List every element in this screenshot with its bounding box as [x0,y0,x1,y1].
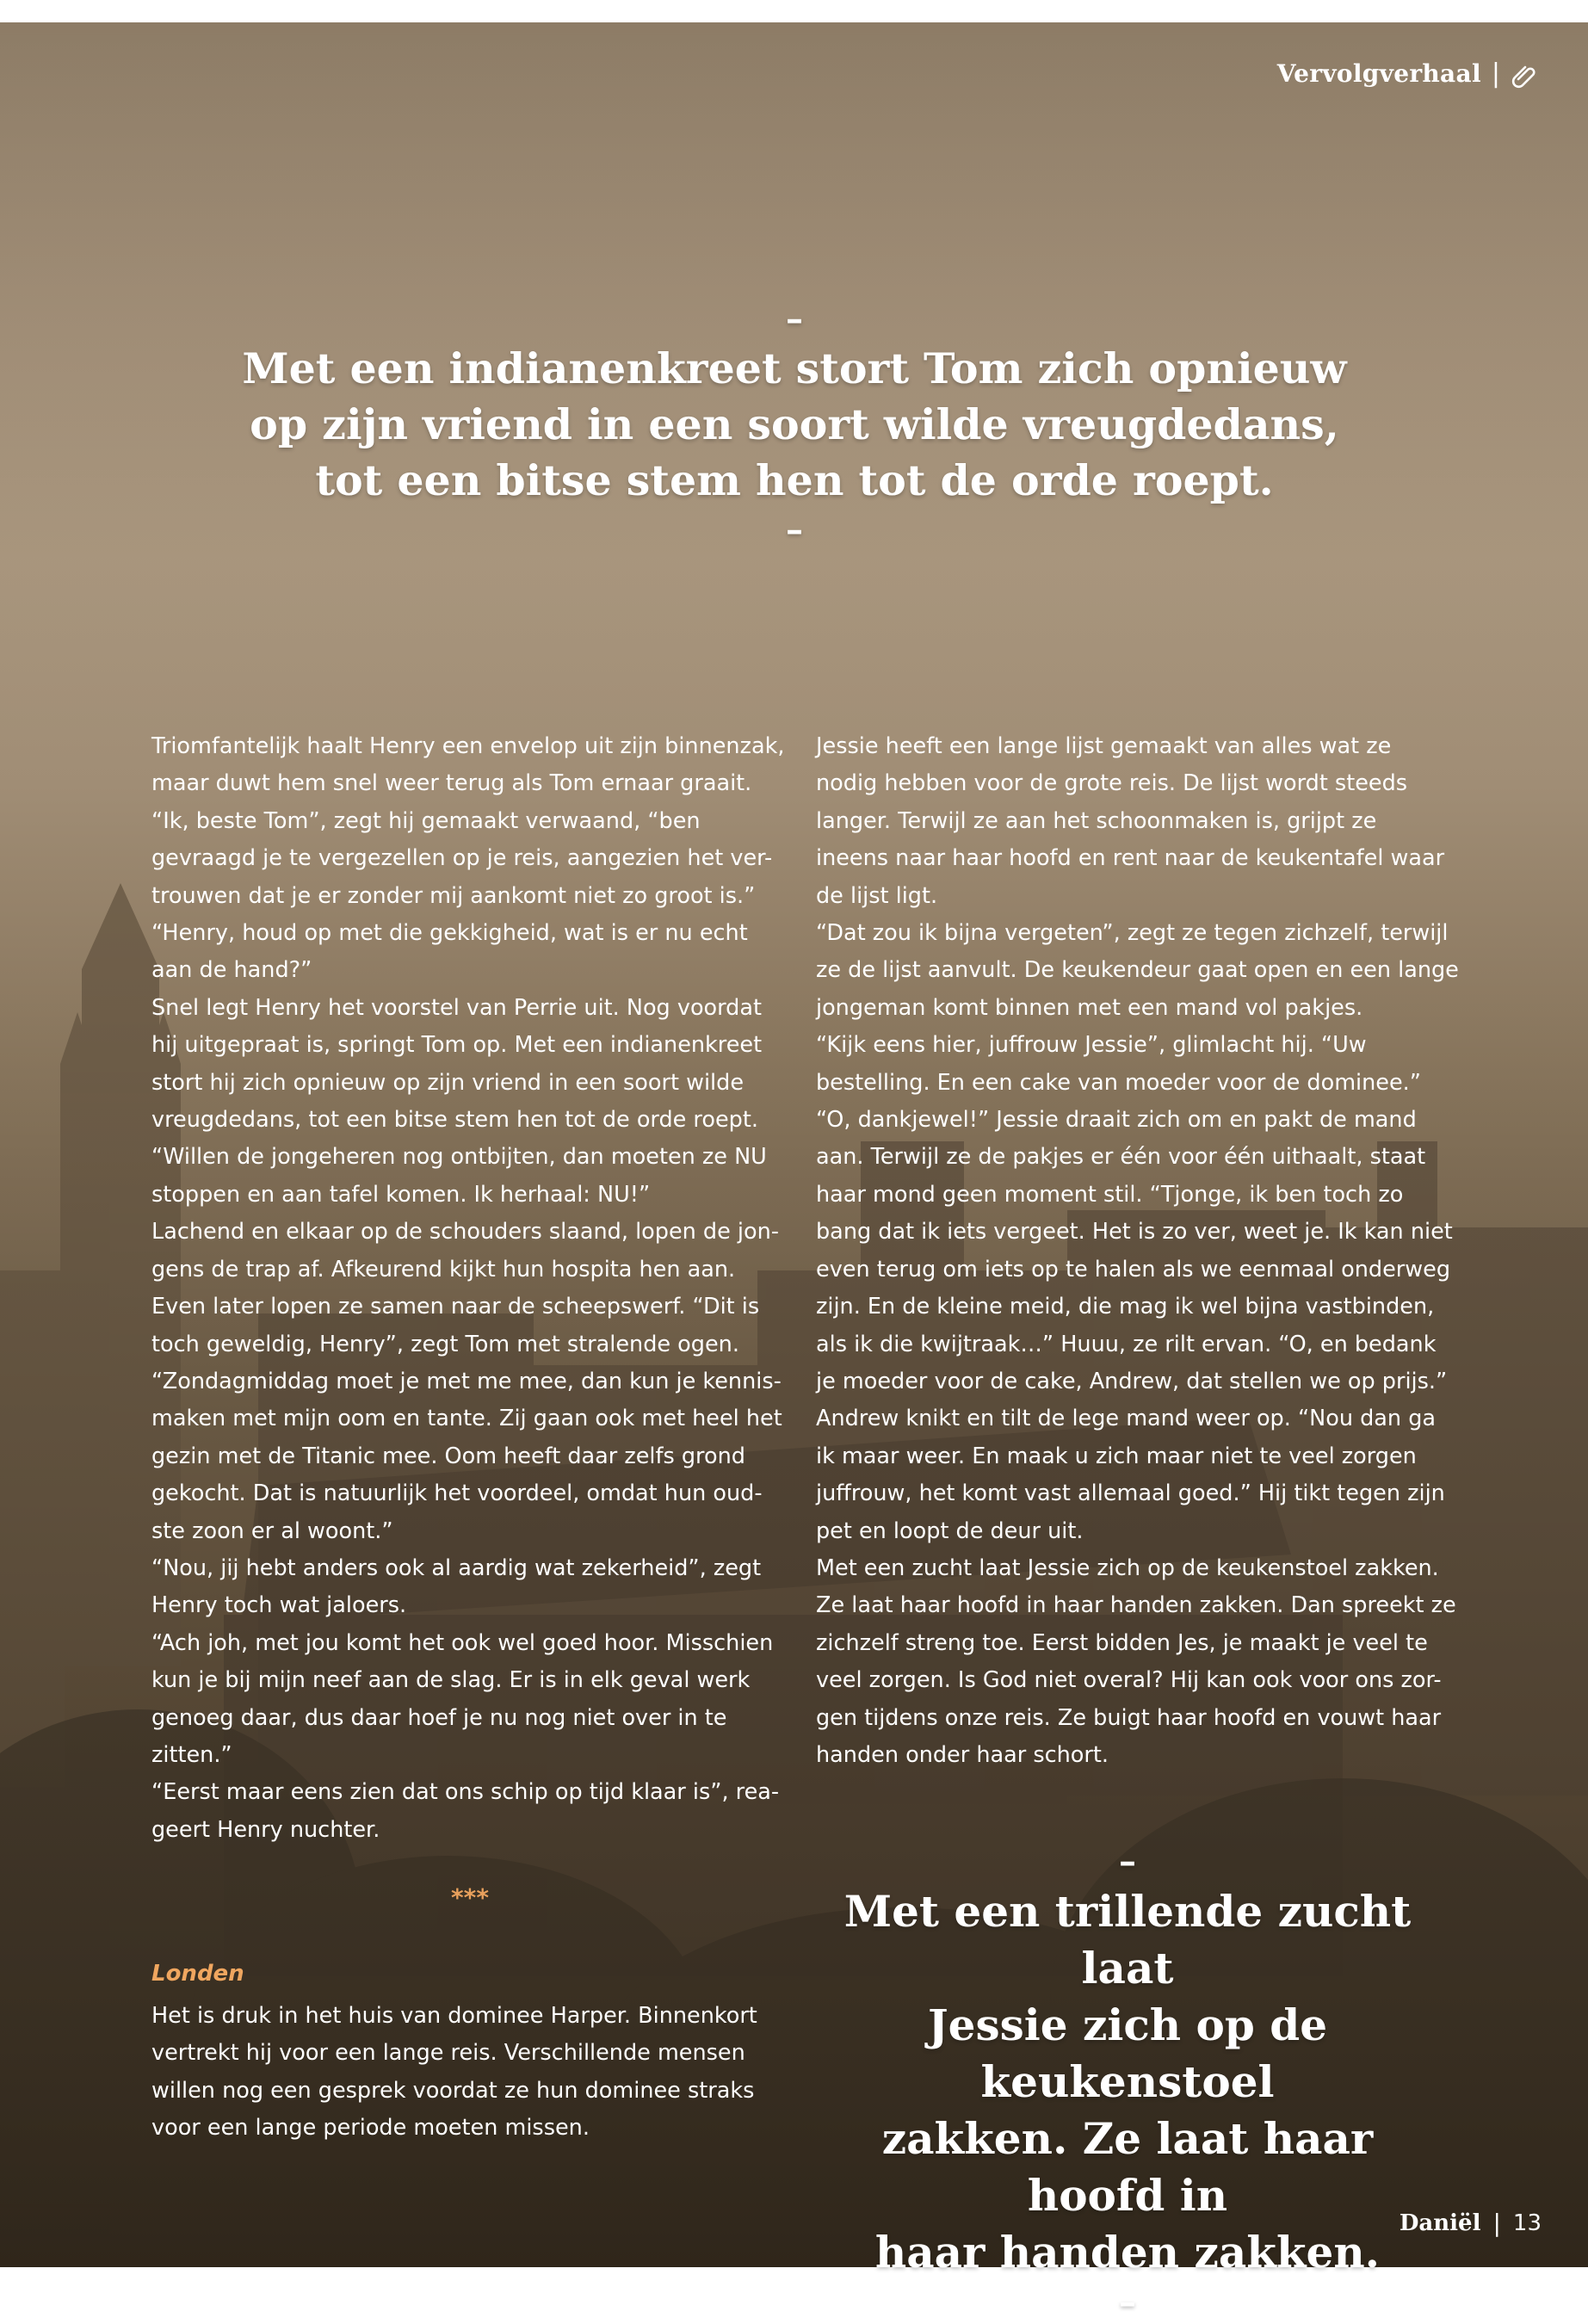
text-line: als ik die kwijtraak…” Huuu, ze rilt ervan. “O, en bedank [816,1331,1437,1357]
text-line: ste zoon er al woont.” [151,1517,393,1544]
text-line: ineens naar haar hoofd en rent naar de keukentafel waar [816,845,1445,872]
text-line: “Dat zou ik bijna vergeten”, zegt ze tegen zichzelf, terwijl [816,920,1449,947]
quote-dash-bottom: – [1119,2282,1136,2322]
pull-quote-line: haar handen zakken. [874,2227,1381,2278]
page-background [0,22,1588,2322]
text-line: voor een lange periode moeten missen. [151,2115,590,2142]
text-line: Andrew knikt en tilt de lege mand weer op. “Nou dan ga [816,1406,1437,1432]
text-line: toch geweldig, Henry”, zegt Tom met stralende ogen. [151,1331,739,1357]
text-line: “Ach joh, met jou komt het ook wel goed hoor. Misschien [151,1629,774,1656]
text-line: Snel legt Henry het voorstel van Perrie uit. Nog voordat [151,994,762,1021]
text-line: “Zondagmiddag moet je met me mee, dan kun je kennis- [151,1368,782,1394]
text-line: maken met mijn oom en tante. Zij gaan ook met heel het [151,1406,782,1432]
header-separator: | [1491,59,1500,89]
text-line: langer. Terwijl ze aan het schoonmaken is, grijpt ze [816,807,1377,834]
text-line: Met een zucht laat Jessie zich op de keukenstoel zakken. [816,1554,1439,1581]
quote-dash-top: – [1119,1841,1136,1882]
text-line: “Ik, beste Tom”, zegt hij gemaakt verwaand, “ben [151,807,701,834]
section-label: Vervolgverhaal [1276,59,1481,88]
text-line: de lijst ligt. [816,882,938,909]
text-line: zichzelf streng toe. Eerst bidden Jes, je maakt je veel te [816,1629,1428,1656]
magazine-name: Daniël [1399,2210,1481,2236]
footer-separator: | [1492,2209,1501,2237]
text-line: Jessie heeft een lange lijst gemaakt van alles wat ze [816,733,1392,759]
text-line: haar mond geen moment stil. “Tjonge, ik ben toch zo [816,1181,1404,1208]
page-footer [1400,2209,1542,2237]
text-line: veel zorgen. Is God niet overal? Hij kan ook voor ons zor- [816,1667,1442,1694]
text-line: hij uitgepraat is, springt Tom op. Met een indianenkreet [151,1032,763,1059]
text-line: “Nou, jij hebt anders ook al aardig wat zekerheid”, zegt [151,1554,762,1581]
text-line: willen nog een gesprek voordat ze hun dominee straks [151,2077,755,2104]
text-line: pet en loopt de deur uit. [816,1517,1084,1544]
text-line: “Willen de jongeheren nog ontbijten, dan moeten ze NU [151,1144,767,1171]
text-line: aan de hand?” [151,957,312,984]
text-line: Even later lopen ze samen naar de scheepswerf. “Dit is [151,1294,760,1320]
article-column-left [151,728,788,1849]
text-line: nodig hebben voor de grote reis. De lijst wordt steeds [816,770,1408,797]
text-line: aan. Terwijl ze de pakjes er één voor één uithaalt, staat [816,1144,1426,1171]
text-line: “O, dankjewel!” Jessie draait zich om en pakt de mand [816,1107,1417,1134]
text-line: even terug om iets op te halen als we eenmaal onderweg [816,1256,1451,1283]
article-column-left-continued [151,1998,788,2148]
pull-quote-line: op zijn vriend in een soort wilde vreugdedans, [250,399,1339,449]
text-line: ik maar weer. En maak u zich maar niet te veel zorgen [816,1443,1417,1469]
text-line: trouwen dat je er zonder mij aankomt niet zo groot is.” [151,882,756,909]
text-line: Ze laat haar hoofd in haar handen zakken. Dan spreekt ze [816,1592,1456,1619]
pull-quote-line: Met een indianenkreet stort Tom zich opnieuw [242,343,1347,393]
text-line: Lachend en elkaar op de schouders slaand, lopen de jon- [151,1219,779,1245]
section-title: Londen [151,1961,244,1987]
text-line: gen tijdens onze reis. Ze buigt haar hoofd en vouwt haar [816,1704,1442,1731]
text-line: handen onder haar schort. [816,1741,1109,1768]
text-line: vreugdedans, tot een bitse stem hen tot de orde roept. [151,1107,758,1134]
quote-dash-top: – [786,299,803,339]
text-line: je moeder voor de cake, Andrew, dat stellen we op prijs.” [816,1368,1448,1394]
text-line: gens de trap af. Afkeurend kijkt hun hospita hen aan. [151,1256,736,1283]
paperclip-icon [1511,61,1536,87]
text-line: juffrouw, het komt vast allemaal goed.” Hij tikt tegen zijn [816,1480,1445,1507]
text-line: zijn. En de kleine meid, die mag ik wel bijna vastbinden, [816,1294,1435,1320]
quote-dash-bottom: – [786,510,803,550]
article-column-right [816,728,1459,1774]
pull-quote-bottom [809,1840,1446,2324]
text-line: kun je bij mijn neef aan de slag. Er is in elk geval werk [151,1667,751,1694]
text-line: “Henry, houd op met die gekkigheid, wat is er nu echt [151,920,748,947]
text-line: maar duwt hem snel weer terug als Tom ernaar graait. [151,770,752,797]
text-line: ze de lijst aanvult. De keukendeur gaat open en een lange [816,957,1459,984]
text-line: zitten.” [151,1741,232,1768]
pull-quote-line: Met een trillende zucht laat [843,1886,1412,1993]
pull-quote-line: Jessie zich op de keukenstoel [927,2000,1328,2107]
text-line: vertrekt hij voor een lange reis. Verschillende mensen [151,2040,745,2067]
pull-quote-top [241,298,1348,552]
text-line: bang dat ik iets vergeet. Het is zo ver, weet je. Ik kan niet [816,1219,1453,1245]
text-line: stoppen en aan tafel komen. Ik herhaal: NU!” [151,1181,651,1208]
text-line: gezin met de Titanic mee. Oom heeft daar zelfs grond [151,1443,745,1469]
text-line: Triomfantelijk haalt Henry een envelop uit zijn binnenzak, [151,733,785,759]
text-line: Het is druk in het huis van dominee Harper. Binnenkort [151,2003,757,2029]
text-line: jongeman komt binnen met een mand vol pakjes. [816,994,1363,1021]
text-line: “Kijk eens hier, juffrouw Jessie”, glimlacht hij. “Uw [816,1032,1367,1059]
section-header [1277,59,1536,89]
text-line: stort hij zich opnieuw op zijn vriend in een soort wilde [151,1069,745,1096]
page-number: 13 [1512,2210,1542,2236]
text-line: gekocht. Dat is natuurlijk het voordeel, omdat hun oud- [151,1480,763,1507]
text-line: “Eerst maar eens zien dat ons schip op tijd klaar is”, rea- [151,1779,780,1806]
text-line: genoeg daar, dus daar hoef je nu nog niet over in te [151,1704,727,1731]
text-line: bestelling. En een cake van moeder voor de dominee.” [816,1069,1421,1096]
pull-quote-line: zakken. Ze laat haar hoofd in [881,2113,1374,2221]
text-line: geert Henry nuchter. [151,1816,380,1843]
text-line: Henry toch wat jaloers. [151,1592,407,1619]
pull-quote-line: tot een bitse stem hen tot de orde roept. [315,455,1274,505]
text-line: gevraagd je te vergezellen op je reis, aangezien het ver- [151,845,773,872]
section-break: *** [451,1883,489,1912]
